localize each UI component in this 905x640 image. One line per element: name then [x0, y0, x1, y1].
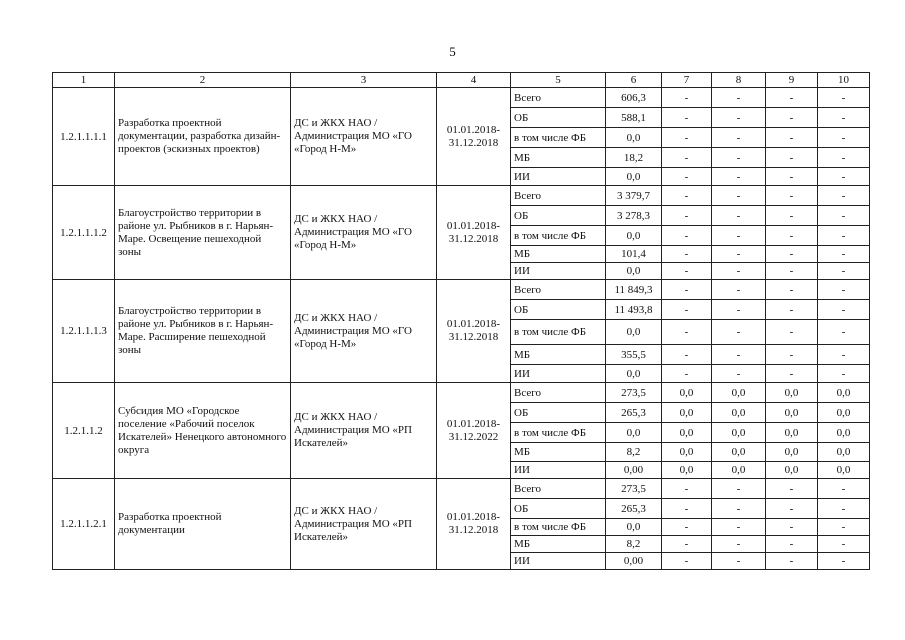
year-value-cell: -	[818, 226, 870, 246]
table-row	[53, 280, 870, 300]
year-value-cell: -	[818, 499, 870, 519]
amount-cell: 0,0	[606, 263, 662, 280]
year-value-cell: -	[662, 206, 712, 226]
header-row	[53, 73, 870, 88]
year-value-cell: -	[818, 320, 870, 345]
funding-source-cell: в том числе ФБ	[511, 128, 606, 148]
year-value-cell: -	[662, 320, 712, 345]
year-value-cell: -	[766, 300, 818, 320]
year-value-cell: -	[766, 553, 818, 570]
funding-source-cell: Всего	[511, 280, 606, 300]
year-value-cell: -	[712, 128, 766, 148]
funding-source-cell: МБ	[511, 345, 606, 365]
year-value-cell: 0,0	[766, 423, 818, 443]
header-cell: 4	[437, 73, 511, 88]
year-value-cell: -	[818, 536, 870, 553]
year-value-cell: 0,0	[766, 443, 818, 462]
year-value-cell: -	[766, 479, 818, 499]
item-name-cell: Субсидия МО «Городское поселение «Рабочий поселок Искателей» Ненецкого автономного округа	[115, 383, 291, 479]
year-value-cell: 0,0	[766, 462, 818, 479]
item-code-cell: 1.2.1.1.1.1	[53, 88, 115, 186]
funding-source-cell: в том числе ФБ	[511, 423, 606, 443]
year-value-cell: -	[712, 88, 766, 108]
funding-source-cell: ИИ	[511, 553, 606, 570]
amount-cell: 11 849,3	[606, 280, 662, 300]
year-value-cell: -	[662, 536, 712, 553]
year-value-cell: -	[818, 300, 870, 320]
table-row	[53, 479, 870, 499]
amount-cell: 18,2	[606, 148, 662, 168]
year-value-cell: -	[662, 186, 712, 206]
year-value-cell: -	[818, 365, 870, 383]
year-value-cell: -	[766, 186, 818, 206]
year-value-cell: 0,0	[662, 443, 712, 462]
year-value-cell: -	[712, 263, 766, 280]
year-value-cell: -	[712, 345, 766, 365]
year-value-cell: -	[818, 280, 870, 300]
amount-cell: 0,0	[606, 519, 662, 536]
year-value-cell: -	[662, 88, 712, 108]
item-code-cell: 1.2.1.1.1.3	[53, 280, 115, 383]
year-value-cell: -	[662, 553, 712, 570]
year-value-cell: 0,0	[662, 462, 712, 479]
year-value-cell: 0,0	[818, 403, 870, 423]
year-value-cell: -	[712, 246, 766, 263]
item-name-cell: Благоустройство территории в районе ул. Рыбников в г. Нарьян-Маре. Расширение пешеходной зоны	[115, 280, 291, 383]
header-cell: 5	[511, 73, 606, 88]
funding-source-cell: МБ	[511, 536, 606, 553]
year-value-cell: -	[662, 479, 712, 499]
funding-source-cell: Всего	[511, 479, 606, 499]
funding-source-cell: ИИ	[511, 365, 606, 383]
item-code-cell: 1.2.1.1.2	[53, 383, 115, 479]
year-value-cell: -	[712, 300, 766, 320]
year-value-cell: -	[712, 108, 766, 128]
period-cell: 01.01.2018-31.12.2018	[437, 186, 511, 280]
amount-cell: 0,0	[606, 226, 662, 246]
funding-source-cell: в том числе ФБ	[511, 519, 606, 536]
amount-cell: 0,0	[606, 320, 662, 345]
year-value-cell: 0,0	[712, 443, 766, 462]
year-value-cell: 0,0	[766, 383, 818, 403]
year-value-cell: -	[766, 365, 818, 383]
funding-source-cell: ИИ	[511, 168, 606, 186]
year-value-cell: 0,0	[818, 423, 870, 443]
year-value-cell: -	[662, 345, 712, 365]
funding-source-cell: Всего	[511, 88, 606, 108]
year-value-cell: 0,0	[662, 423, 712, 443]
executor-cell: ДС и ЖКХ НАО / Администрация МО «РП Искателей»	[291, 479, 437, 570]
funding-source-cell: Всего	[511, 383, 606, 403]
header-cell: 1	[53, 73, 115, 88]
year-value-cell: -	[662, 108, 712, 128]
amount-cell: 3 379,7	[606, 186, 662, 206]
year-value-cell: -	[712, 226, 766, 246]
year-value-cell: -	[766, 499, 818, 519]
funding-source-cell: в том числе ФБ	[511, 226, 606, 246]
year-value-cell: -	[818, 263, 870, 280]
amount-cell: 0,00	[606, 553, 662, 570]
year-value-cell: -	[662, 300, 712, 320]
funding-source-cell: ОБ	[511, 300, 606, 320]
amount-cell: 101,4	[606, 246, 662, 263]
year-value-cell: -	[818, 88, 870, 108]
amount-cell: 0,0	[606, 423, 662, 443]
year-value-cell: -	[662, 365, 712, 383]
item-name-cell: Благоустройство территории в районе ул. Рыбников в г. Нарьян-Маре. Освещение пешеходной зоны	[115, 186, 291, 280]
executor-cell: ДС и ЖКХ НАО / Администрация МО «ГО «Город Н-М»	[291, 186, 437, 280]
year-value-cell: -	[818, 148, 870, 168]
item-code-cell: 1.2.1.1.1.2	[53, 186, 115, 280]
amount-cell: 0,0	[606, 128, 662, 148]
amount-cell: 265,3	[606, 403, 662, 423]
header-cell: 9	[766, 73, 818, 88]
year-value-cell: 0,0	[818, 462, 870, 479]
year-value-cell: 0,0	[766, 403, 818, 423]
year-value-cell: -	[766, 320, 818, 345]
funding-source-cell: ИИ	[511, 263, 606, 280]
year-value-cell: -	[712, 280, 766, 300]
year-value-cell: -	[766, 226, 818, 246]
year-value-cell: -	[818, 479, 870, 499]
funding-source-cell: МБ	[511, 443, 606, 462]
period-cell: 01.01.2018-31.12.2018	[437, 479, 511, 570]
header-cell: 10	[818, 73, 870, 88]
header-cell: 3	[291, 73, 437, 88]
year-value-cell: -	[662, 280, 712, 300]
amount-cell: 273,5	[606, 479, 662, 499]
year-value-cell: -	[712, 320, 766, 345]
funding-source-cell: МБ	[511, 246, 606, 263]
year-value-cell: -	[818, 519, 870, 536]
year-value-cell: -	[662, 128, 712, 148]
funding-source-cell: ОБ	[511, 206, 606, 226]
year-value-cell: -	[766, 128, 818, 148]
year-value-cell: -	[712, 553, 766, 570]
table-row	[53, 186, 870, 206]
year-value-cell: -	[766, 263, 818, 280]
period-cell: 01.01.2018-31.12.2018	[437, 280, 511, 383]
year-value-cell: -	[766, 246, 818, 263]
year-value-cell: 0,0	[662, 403, 712, 423]
year-value-cell: -	[766, 168, 818, 186]
header-cell: 7	[662, 73, 712, 88]
year-value-cell: -	[712, 499, 766, 519]
funding-source-cell: ОБ	[511, 108, 606, 128]
executor-cell: ДС и ЖКХ НАО / Администрация МО «ГО «Город Н-М»	[291, 280, 437, 383]
funding-source-cell: МБ	[511, 148, 606, 168]
year-value-cell: -	[662, 499, 712, 519]
year-value-cell: -	[662, 519, 712, 536]
year-value-cell: -	[712, 365, 766, 383]
amount-cell: 273,5	[606, 383, 662, 403]
year-value-cell: -	[712, 536, 766, 553]
header-cell: 8	[712, 73, 766, 88]
year-value-cell: -	[766, 88, 818, 108]
year-value-cell: -	[712, 168, 766, 186]
period-cell: 01.01.2018-31.12.2022	[437, 383, 511, 479]
funding-source-cell: в том числе ФБ	[511, 320, 606, 345]
item-name-cell: Разработка проектной документации, разработка дизайн-проектов (эскизных проектов)	[115, 88, 291, 186]
table-row	[53, 383, 870, 403]
year-value-cell: -	[818, 108, 870, 128]
header-cell: 6	[606, 73, 662, 88]
year-value-cell: -	[766, 280, 818, 300]
budget-table	[52, 72, 870, 570]
year-value-cell: 0,0	[818, 443, 870, 462]
funding-source-cell: ОБ	[511, 403, 606, 423]
executor-cell: ДС и ЖКХ НАО / Администрация МО «ГО «Город Н-М»	[291, 88, 437, 186]
amount-cell: 8,2	[606, 443, 662, 462]
funding-source-cell: ОБ	[511, 499, 606, 519]
amount-cell: 355,5	[606, 345, 662, 365]
year-value-cell: -	[766, 345, 818, 365]
funding-source-cell: Всего	[511, 186, 606, 206]
amount-cell: 606,3	[606, 88, 662, 108]
amount-cell: 265,3	[606, 499, 662, 519]
amount-cell: 0,0	[606, 168, 662, 186]
year-value-cell: -	[818, 128, 870, 148]
page-number: 5	[449, 44, 456, 59]
year-value-cell: -	[766, 206, 818, 226]
year-value-cell: -	[818, 553, 870, 570]
year-value-cell: 0,0	[712, 383, 766, 403]
year-value-cell: -	[662, 148, 712, 168]
year-value-cell: -	[712, 186, 766, 206]
year-value-cell: -	[712, 206, 766, 226]
year-value-cell: -	[818, 186, 870, 206]
year-value-cell: -	[662, 246, 712, 263]
year-value-cell: -	[766, 519, 818, 536]
header-cell: 2	[115, 73, 291, 88]
year-value-cell: 0,0	[712, 462, 766, 479]
year-value-cell: -	[818, 246, 870, 263]
year-value-cell: -	[818, 345, 870, 365]
year-value-cell: -	[818, 168, 870, 186]
year-value-cell: -	[662, 263, 712, 280]
executor-cell: ДС и ЖКХ НАО / Администрация МО «РП Искателей»	[291, 383, 437, 479]
item-code-cell: 1.2.1.1.2.1	[53, 479, 115, 570]
item-name-cell: Разработка проектной документации	[115, 479, 291, 570]
year-value-cell: -	[766, 108, 818, 128]
amount-cell: 11 493,8	[606, 300, 662, 320]
year-value-cell: -	[818, 206, 870, 226]
table-row	[53, 88, 870, 108]
amount-cell: 588,1	[606, 108, 662, 128]
amount-cell: 8,2	[606, 536, 662, 553]
year-value-cell: -	[766, 536, 818, 553]
amount-cell: 3 278,3	[606, 206, 662, 226]
year-value-cell: -	[662, 168, 712, 186]
year-value-cell: 0,0	[662, 383, 712, 403]
year-value-cell: 0,0	[712, 423, 766, 443]
year-value-cell: -	[662, 226, 712, 246]
amount-cell: 0,0	[606, 365, 662, 383]
amount-cell: 0,00	[606, 462, 662, 479]
year-value-cell: -	[766, 148, 818, 168]
year-value-cell: -	[712, 148, 766, 168]
year-value-cell: 0,0	[818, 383, 870, 403]
year-value-cell: 0,0	[712, 403, 766, 423]
funding-source-cell: ИИ	[511, 462, 606, 479]
period-cell: 01.01.2018-31.12.2018	[437, 88, 511, 186]
year-value-cell: -	[712, 519, 766, 536]
year-value-cell: -	[712, 479, 766, 499]
